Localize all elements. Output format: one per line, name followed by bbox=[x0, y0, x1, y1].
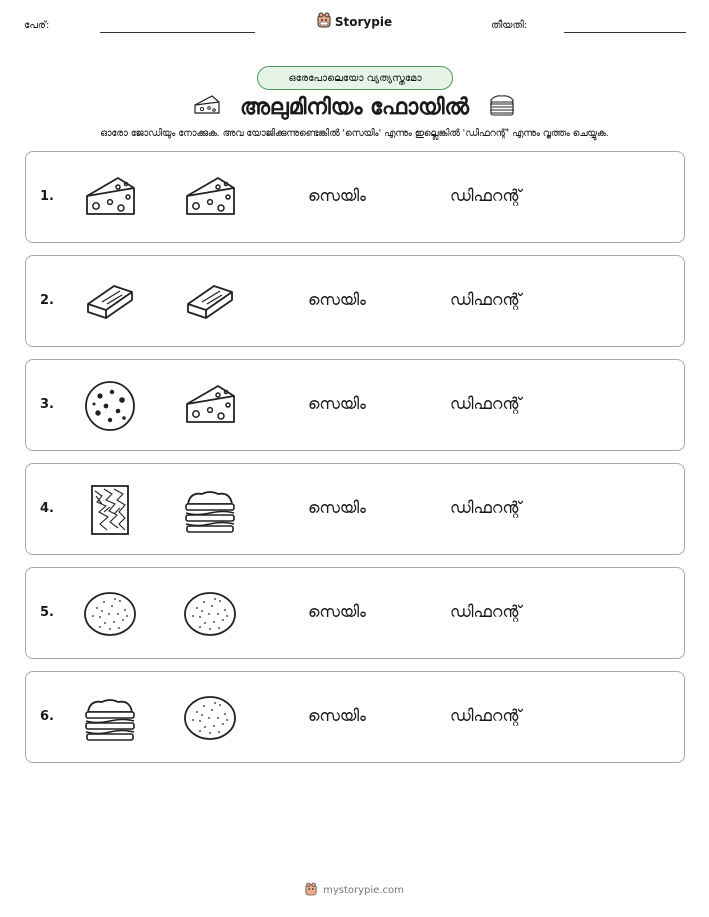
butter-icon bbox=[182, 274, 238, 330]
question-row bbox=[25, 151, 685, 243]
sandwich-icon bbox=[182, 482, 238, 538]
cheese-icon bbox=[192, 93, 222, 121]
storypie-logo-icon bbox=[317, 12, 331, 32]
different-option[interactable]: ഡിഫറന്റ് bbox=[450, 290, 522, 309]
same-option[interactable]: സെയിം bbox=[308, 290, 366, 309]
question-row bbox=[25, 255, 685, 347]
worksheet-type-badge: ഒരേപോലെയോ വ്യത്യസ്തമോ bbox=[257, 66, 453, 90]
butter-icon bbox=[82, 274, 138, 330]
date-label: തീയതി: bbox=[491, 20, 528, 31]
question-number: 5. bbox=[40, 605, 54, 620]
tortilla-icon bbox=[182, 690, 238, 746]
date-line[interactable] bbox=[564, 32, 686, 33]
title-row bbox=[0, 92, 709, 122]
question-row bbox=[25, 567, 685, 659]
instructions: ഓരോ ജോഡിയും നോക്കുക. അവ യോജിക്കുന്നുണ്ടെങ്കിൽ 'സെയിം' എന്നും ഇല്ലെങ്കിൽ 'ഡിഫറന്റ്' എന്നും വൃത്തം ചെയ്യുക. bbox=[100, 128, 609, 139]
tortilla-icon bbox=[182, 586, 238, 642]
brand-name: Storypie bbox=[334, 15, 393, 29]
different-option[interactable]: ഡിഫറന്റ് bbox=[450, 498, 522, 517]
different-option[interactable]: ഡിഫറന്റ് bbox=[450, 186, 522, 205]
same-option[interactable]: സെയിം bbox=[308, 394, 366, 413]
question-number: 2. bbox=[40, 293, 54, 308]
name-line[interactable] bbox=[100, 32, 255, 33]
question-row bbox=[25, 359, 685, 451]
footer-url[interactable]: mystorypie.com bbox=[323, 885, 404, 896]
different-option[interactable]: ഡിഫറന്റ് bbox=[450, 706, 522, 725]
same-option[interactable]: സെയിം bbox=[308, 602, 366, 621]
cheese-icon bbox=[182, 378, 238, 434]
foil-sheet-icon bbox=[82, 482, 138, 538]
different-option[interactable]: ഡിഫറന്റ് bbox=[450, 602, 522, 621]
footer bbox=[0, 882, 709, 899]
different-option[interactable]: ഡിഫറന്റ് bbox=[450, 394, 522, 413]
tortilla-icon bbox=[82, 586, 138, 642]
question-number: 4. bbox=[40, 501, 54, 516]
cookie-icon bbox=[82, 378, 138, 434]
cheese-icon bbox=[82, 170, 138, 226]
sandwich-icon bbox=[487, 92, 517, 122]
question-number: 6. bbox=[40, 709, 54, 724]
question-number: 3. bbox=[40, 397, 54, 412]
brand bbox=[0, 12, 709, 32]
same-option[interactable]: സെയിം bbox=[308, 706, 366, 725]
question-row bbox=[25, 671, 685, 763]
sandwich-icon bbox=[82, 690, 138, 746]
same-option[interactable]: സെയിം bbox=[308, 498, 366, 517]
storypie-logo-icon bbox=[305, 882, 317, 899]
question-number: 1. bbox=[40, 189, 54, 204]
cheese-icon bbox=[182, 170, 238, 226]
page-title: അലുമിനിയം ഫോയിൽ bbox=[239, 94, 470, 120]
question-row bbox=[25, 463, 685, 555]
same-option[interactable]: സെയിം bbox=[308, 186, 366, 205]
name-label: പേര്: bbox=[24, 20, 50, 31]
